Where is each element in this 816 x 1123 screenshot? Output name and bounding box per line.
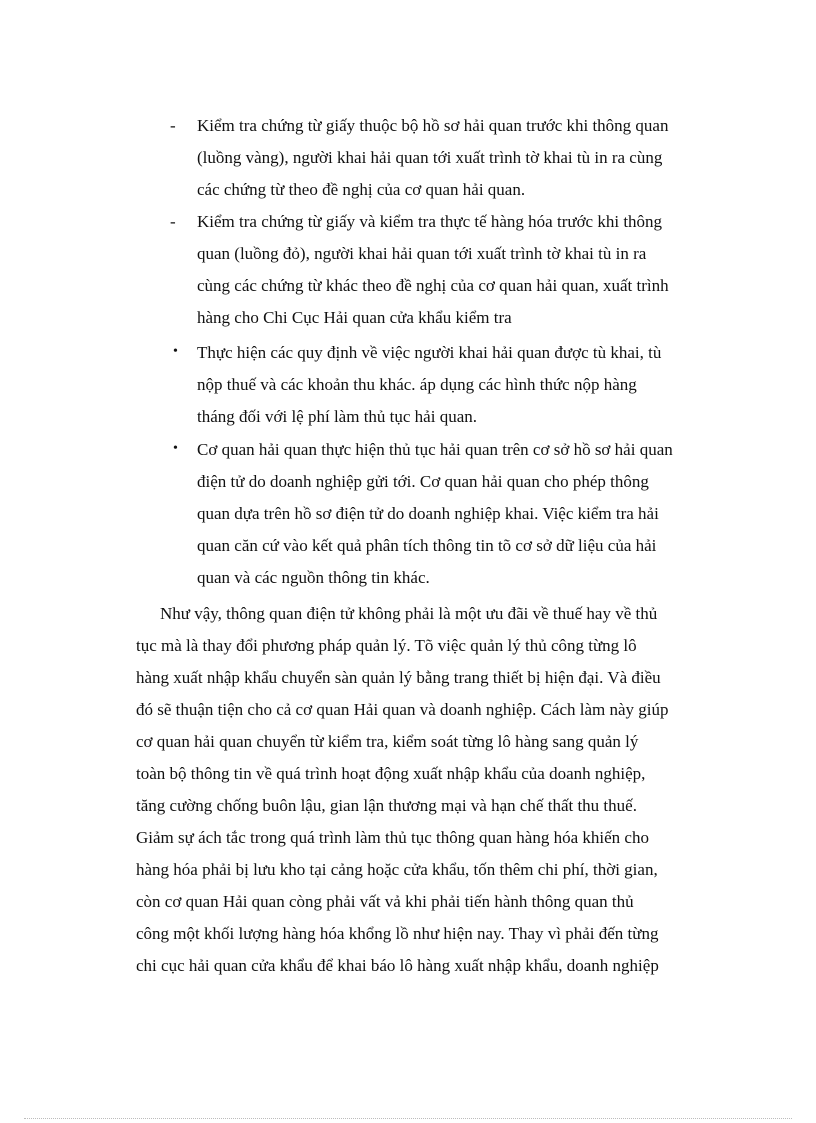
text-line: (luồng vàng), người khai hải quan tới xuất trình tờ khai tù in ra cùng xyxy=(197,148,663,167)
text-line: nộp thuế và các khoản thu khác. áp dụng các hình thức nộp hàng xyxy=(197,375,637,394)
page-bottom-divider xyxy=(24,1118,792,1119)
text-line: tháng đối với lệ phí làm thủ tục hải quan. xyxy=(197,407,477,426)
bullet-marker: • xyxy=(173,344,178,359)
text-line: Kiểm tra chứng từ giấy thuộc bộ hồ sơ hải quan trước khi thông quan xyxy=(197,116,669,135)
text-line: điện tử do doanh nghiệp gửi tới. Cơ quan hải quan cho phép thông xyxy=(197,472,649,491)
dash-marker: - xyxy=(170,116,176,135)
bullet-marker: • xyxy=(173,441,178,456)
text-line: quan dựa trên hồ sơ điện tử do doanh nghiệp khai. Việc kiểm tra hải xyxy=(197,504,659,523)
text-line: đó sẽ thuận tiện cho cả cơ quan Hải quan và doanh nghiệp. Cách làm này giúp xyxy=(136,700,669,719)
text-line: Giảm sự ách tắc trong quá trình làm thủ tục thông quan hàng hóa khiến cho xyxy=(136,828,649,847)
text-line: quan căn cứ vào kết quả phân tích thông tin tõ cơ sở dữ liệu của hải xyxy=(197,536,657,555)
text-line: Như vậy, thông quan điện tử không phải là một ưu đãi về thuế hay về thủ xyxy=(160,604,658,623)
dash-marker: - xyxy=(170,212,176,231)
text-line: công một khối lượng hàng hóa khổng lồ như hiện nay. Thay vì phải đến từng xyxy=(136,924,659,943)
text-line: hàng hóa phải bị lưu kho tại cảng hoặc cửa khẩu, tốn thêm chi phí, thời gian, xyxy=(136,860,658,879)
text-line: quan và các nguồn thông tin khác. xyxy=(197,568,430,587)
text-line: còn cơ quan Hải quan còng phải vất vả khi phải tiến hành thông quan thủ xyxy=(136,892,634,911)
text-line: Thực hiện các quy định về việc người khai hải quan được tù khai, tù xyxy=(197,343,662,362)
text-line: tục mà là thay đổi phương pháp quản lý. Tõ việc quản lý thủ công từng lô xyxy=(136,636,637,655)
text-line: chi cục hải quan cửa khẩu để khai báo lô hàng xuất nhập khẩu, doanh nghiệp xyxy=(136,956,659,975)
text-line: hàng cho Chi Cục Hải quan cửa khẩu kiểm tra xyxy=(197,308,512,327)
text-line: cơ quan hải quan chuyển từ kiểm tra, kiểm soát từng lô hàng sang quản lý xyxy=(136,732,639,751)
text-line: hàng xuất nhập khẩu chuyển sàn quản lý bằng trang thiết bị hiện đại. Và điều xyxy=(136,668,661,687)
text-line: các chứng từ theo đề nghị của cơ quan hải quan. xyxy=(197,180,526,199)
text-line: cùng các chứng từ khác theo đề nghị của cơ quan hải quan, xuất trình xyxy=(197,276,669,295)
text-line: Cơ quan hải quan thực hiện thủ tục hải quan trên cơ sở hồ sơ hải quan xyxy=(197,440,673,459)
text-line: tăng cường chống buôn lậu, gian lận thương mại và hạn chế thất thu thuế. xyxy=(136,796,637,815)
text-line: Kiểm tra chứng từ giấy và kiểm tra thực tế hàng hóa trước khi thông xyxy=(197,212,663,231)
text-line: toàn bộ thông tin về quá trình hoạt động xuất nhập khẩu của doanh nghiệp, xyxy=(136,764,646,783)
text-line: quan (luồng đỏ), người khai hải quan tới xuất trình tờ khai tù in ra xyxy=(197,244,647,263)
